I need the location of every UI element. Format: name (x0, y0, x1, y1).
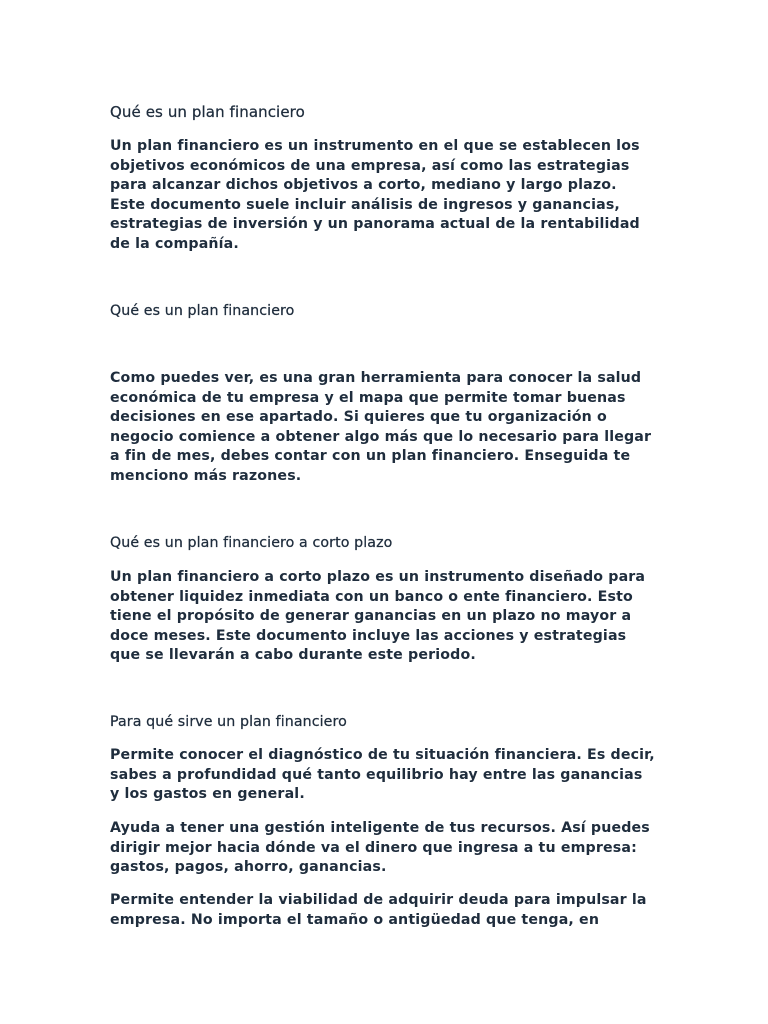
section-paragraph: Permite entender la viabilidad de adquirir deuda para impulsar la empresa. No importa el tamaño o antigüedad que tenga, en (110, 892, 647, 928)
section-paragraph: Ayuda a tener una gestión inteligente de tus recursos. Así puedes dirigir mejor hacia dónde va el dinero que ingresa a tu empresa: gastos, pagos, ahorro, ganancias. (110, 820, 650, 876)
section-heading: Qué es un plan financiero (110, 103, 305, 121)
section-paragraph: Un plan financiero a corto plazo es un instrumento diseñado para obtener liquidez inmediata con un banco o ente financiero. Esto tiene el propósito de generar ganancias en un plazo no mayor a doce meses. Este documento incluye las acciones y estrategias que se llevarán a cabo durante este periodo. (110, 569, 646, 664)
section-heading: Qué es un plan financiero a corto plazo (110, 535, 393, 551)
section-paragraph: Como puedes ver, es una gran herramienta para conocer la salud económica de tu empresa y el mapa que permite tomar buenas decisiones en ese apartado. Si quieres que tu organización o negocio comience a obtener algo más que lo necesario para llegar a fin de mes, debes contar con un plan financiero. Enseguida te menciono más razones. (110, 370, 652, 484)
section-paragraph: Permite conocer el diagnóstico de tu situación financiera. Es decir, sabes a profundidad qué tanto equilibrio hay entre las ganancias y los gastos en general. (110, 747, 655, 803)
section-paragraph: Un plan financiero es un instrumento en el que se establecen los objetivos económicos de una empresa, así como las estrategias para alcanzar dichos objetivos a corto, mediano y largo plazo. Este documento suele incluir análisis de ingresos y ganancias, estrategias de inversión y un panorama actual de la rentabilidad de la compañía. (110, 138, 640, 252)
section-heading: Qué es un plan financiero (110, 303, 295, 319)
section-heading: Para qué sirve un plan financiero (110, 714, 347, 730)
